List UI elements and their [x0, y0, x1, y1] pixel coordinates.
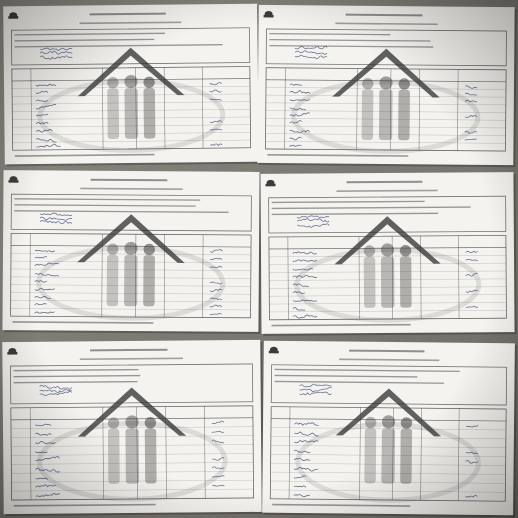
photo-of-forms — [0, 0, 518, 518]
vignette — [0, 0, 518, 518]
